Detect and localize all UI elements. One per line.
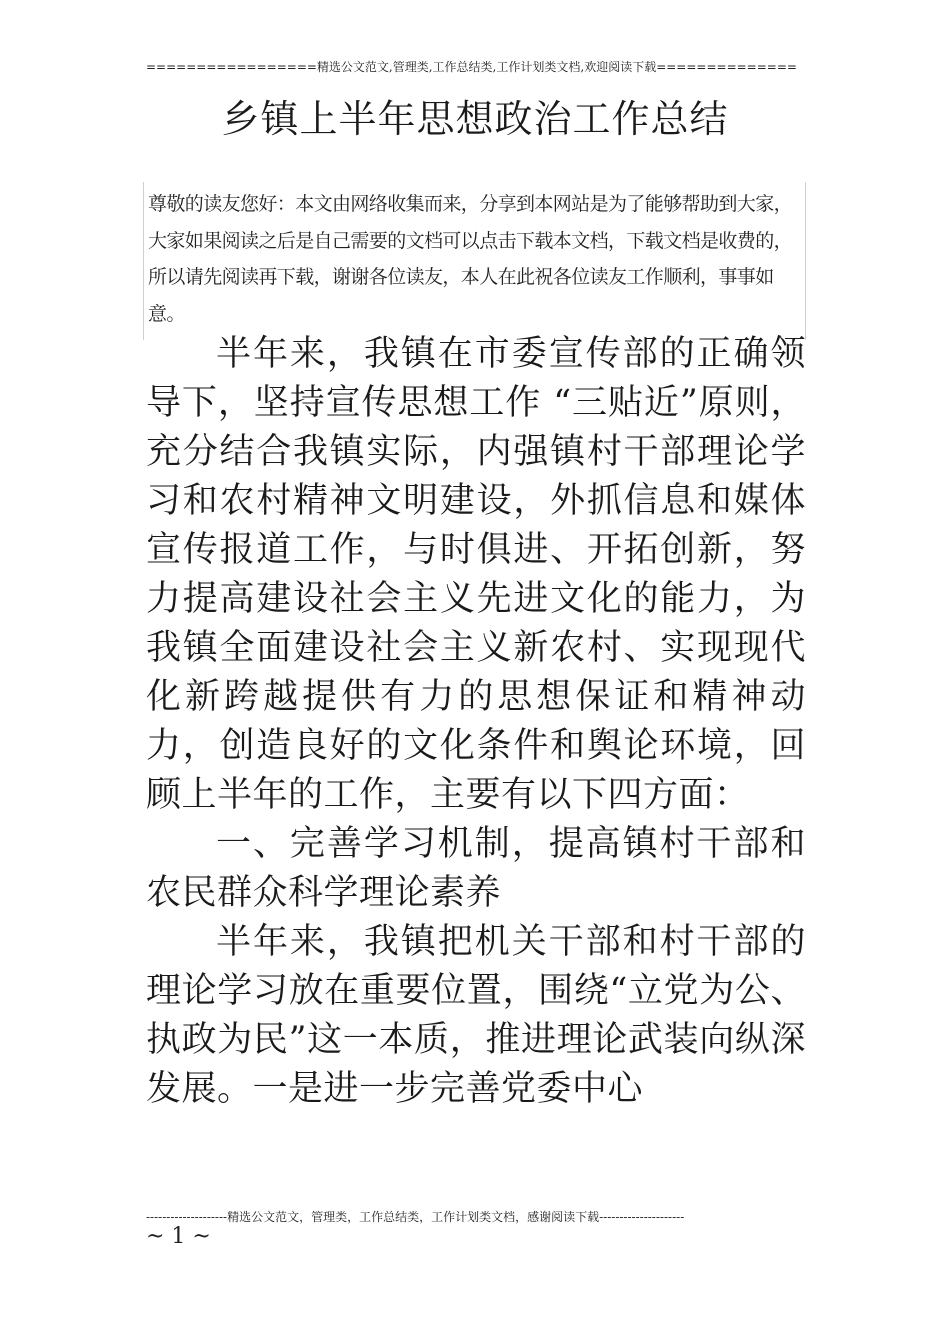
page-number: ~ 1 ~ [146,1224,211,1249]
section-heading-1: 一、完善学习机制，提高镇村干部和农民群众科学理论素养 [146,824,806,913]
paragraph-intro: 半年来，我镇在市委宣传部的正确领导下，坚持宣传思想工作 “三贴近”原则，充分结合我镇实际，内强镇村干部理论学习和农村精神文明建设，外抓信息和媒体宣传报道工作，与时俱进、开拓创新，努力提高建设社会主义先进文化的能力，为我镇全面建设社会主义新农村、实现现代化新跨越提供有力的思想保证和精神动力，创造良好的文化条件和舆论环境，回顾上半年的工作，主要有以下四方面： [146,334,806,815]
paragraph-section-1: 半年来，我镇把机关干部和村干部的理论学习放在重要位置，围绕“立党为公、执政为民”这一本质，推进理论武装向纵深发展。一是进一步完善党委中心 [146,922,806,1109]
reader-notice-text: 尊敬的读友您好：本文由网络收集而来，分享到本网站是为了能够帮助到大家，大家如果阅读之后是自己需要的文档可以点击下载本文档，下载文档是收费的，所以请先阅读再下载，谢谢各位读友，本人在此祝各位读友工作顺利，事事如意。 [148,193,793,325]
header-banner: =================精选公文范文,管理类,工作总结类,工作计划类文档,欢迎阅读下载============== [146,60,797,74]
reader-notice-box [143,182,806,340]
document-title: 乡镇上半年思想政治工作总结 [221,97,729,141]
document-body [146,330,806,1114]
footer-banner: --------------------精选公文范文，管理类，工作总结类，工作计划类文档，感谢阅读下载--------------------- [146,1210,685,1224]
